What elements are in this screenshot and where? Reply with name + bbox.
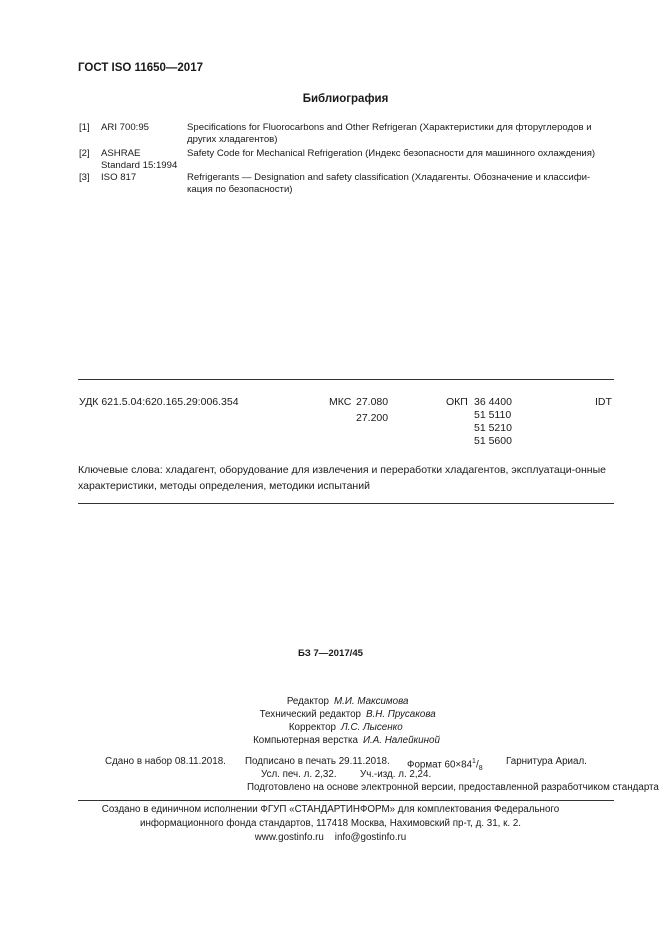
mks-label: МКС	[329, 396, 352, 408]
staff-name: М.И. Максимова	[334, 696, 409, 707]
udk-code: УДК 621.5.04:620.165.29:006.354	[79, 396, 239, 408]
okp-code: 36 4400	[474, 396, 512, 408]
bibliography-title: Библиография	[302, 93, 389, 105]
ref-number: [3]	[79, 172, 90, 183]
okp-code: 51 5210	[474, 422, 512, 434]
bz-number: БЗ 7—2017/45	[297, 648, 364, 659]
footer-contacts	[0, 831, 661, 845]
footer-line2: информационного фонда стандартов, 117418 Москва, Нахимовский пр-т, д. 31, к. 2.	[139, 818, 522, 829]
ref-number: [2]	[79, 148, 90, 159]
staff-name: Л.С. Лысенко	[341, 722, 403, 733]
staff-role: Редактор	[286, 696, 329, 707]
ref-number: [1]	[79, 122, 90, 133]
prepared-note: Подготовлено на основе электронной версии, предоставленной разработчиком стандарта	[247, 782, 659, 793]
okp-label: ОКП	[446, 396, 468, 408]
divider-top	[78, 379, 614, 380]
typeface: Гарнитура Ариал.	[506, 756, 587, 767]
print-format: Формат $60\times 84^1/_8$	[407, 758, 483, 773]
print-sheets: Усл. печ. л. 2,32.	[261, 769, 337, 780]
ref-code: ASHRAE	[101, 148, 141, 159]
mks-code: 27.080	[356, 396, 389, 408]
staff-role: Корректор	[288, 722, 336, 733]
footer-line1: Создано в единичном исполнении ФГУП «СТАНДАРТИНФОРМ» для комплектования Федерального	[101, 804, 560, 815]
signed-date: Подписано в печать 29.11.2018.	[245, 756, 390, 767]
staff-name: В.Н. Прусакова	[366, 709, 436, 720]
ref-title: Safety Code for Mechanical Refrigeration (Индекс безопасности для машинного охлаждения)	[187, 148, 596, 159]
staff-name: И.А. Налейкиной	[363, 735, 440, 746]
divider-middle	[78, 503, 614, 504]
ref-title: Refrigerants — Designation and safety classification (Хладагенты. Обозначение и классифи-кация по безопасности)	[187, 172, 591, 195]
staff-role: Компьютерная верстка	[253, 735, 358, 746]
ref-code: ARI 700:95	[101, 122, 150, 133]
staff-role: Технический редактор	[259, 709, 361, 720]
email-link[interactable]: info@gostinfo.ru	[334, 832, 407, 843]
standard-code: ГОСТ ISO 11650—2017	[78, 62, 203, 74]
okp-code: 51 5110	[474, 409, 512, 421]
mks-code: 27.200	[356, 412, 389, 424]
website-link[interactable]: www.gostinfo.ru	[254, 832, 324, 843]
typeset-date: Сдано в набор 08.11.2018.	[105, 756, 226, 767]
ref-code-line2: Standard 15:1994	[101, 160, 178, 171]
ref-code: ISO 817	[101, 172, 137, 183]
okp-code: 51 5600	[474, 435, 512, 447]
keywords: Ключевые слова: хладагент, оборудование для извлечения и переработки хладагентов, эксплуатаци-онные характеристики, методы определения, методики испытаний	[78, 464, 606, 492]
idt-label: IDT	[595, 396, 612, 408]
divider-bottom	[78, 800, 614, 801]
publisher-sheets: Уч.-изд. л. 2,24.	[360, 769, 432, 780]
ref-title: Specifications for Fluorocarbons and Other Refrigeran (Характеристики для фторуглеродов и других хладагентов)	[187, 122, 592, 145]
